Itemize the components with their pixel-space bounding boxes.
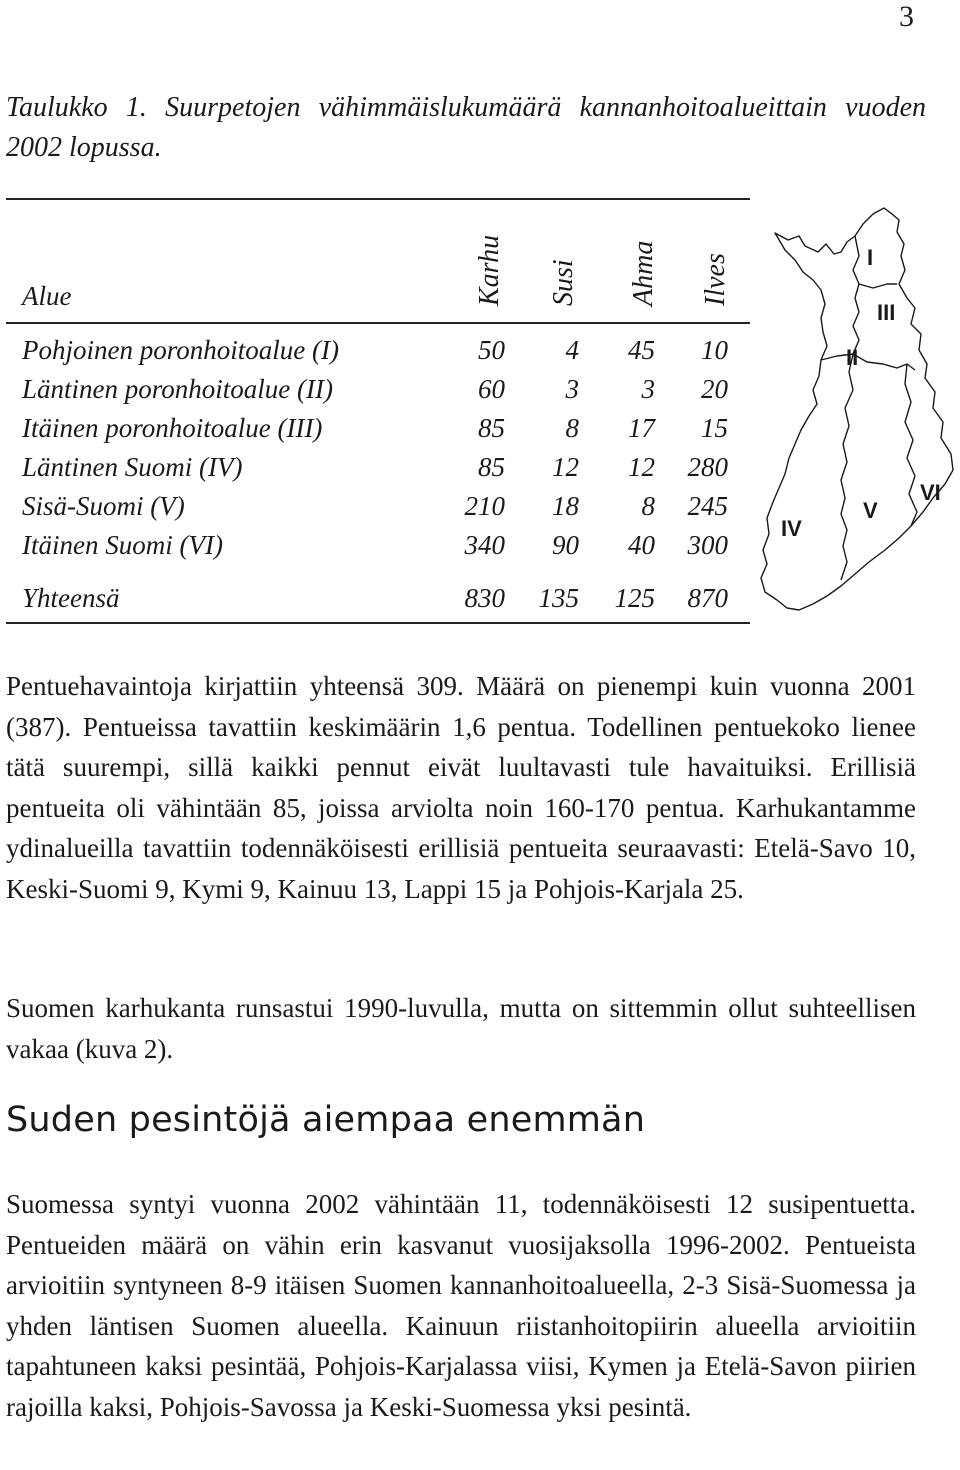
column-header-susi: Susi <box>548 259 579 306</box>
table-row-area: Sisä-Suomi (V) <box>22 491 185 521</box>
table-cell-value: 85 <box>478 452 505 482</box>
map-label-i: I <box>867 245 874 270</box>
border-north-south <box>821 354 915 370</box>
column-header-ahma: Ahma <box>628 240 659 306</box>
map-label-iv: IV <box>781 516 802 541</box>
table-cell-value: 15 <box>701 413 728 443</box>
map-label-vi: VI <box>920 480 941 505</box>
area-column-header: Alue <box>22 281 72 311</box>
paragraph-litters: Pentuehavaintoja kirjattiin yhteensä 309. Määrä on pienempi kuin vuonna 2001 (387). Pentueissa tavattiin keskimäärin 1,6 pentua. Todellinen pentuekoko lienee tätä suurempi, sillä kaikki pennut eivät luultavasti tule havaituiksi. Erillisiä pentueita oli vähintään 85, joissa arviolta noin 160-170 pentua. Karhukantamme ydinalueilla tavattiin todennäköisesti erillisiä pentueita seuraavasti: Etelä-Savo 10, Keski-Suomi 9, Kymi 9, Kainuu 13, Lappi 15 ja Pohjois-Karjala 25. <box>6 671 916 904</box>
border-i-iii <box>859 284 897 288</box>
map-label-iii: III <box>877 300 896 325</box>
table-cell-value: 10 <box>701 335 728 365</box>
finland-region-map <box>755 200 960 620</box>
table-cell-value: 8 <box>641 491 655 521</box>
table-cell-value: 12 <box>628 452 655 482</box>
map-label-v: V <box>863 498 878 523</box>
table-row-area: Itäinen Suomi (VI) <box>22 530 223 560</box>
table-cell-value: 4 <box>565 335 579 365</box>
table-cell-value: 20 <box>701 374 728 404</box>
table-cell-value: 60 <box>478 374 505 404</box>
paragraph-wolf-breeding: Suomessa syntyi vuonna 2002 vähintään 11, todennäköisesti 12 susipentuetta. Pentueiden määrä on vähin erin kasvanut vuosijaksolla 1996-2002. Pentueista arvioitiin syntyneen 8-9 itäisen Suomen kannanhoitoalueella, 2-3 Sisä-Suomessa ja yhden läntisen Suomen alueella. Kainuun riistanhoitopiirin alueella arvioitiin tapahtuneen kaksi pesintää, Pohjois-Karjalassa viisi, Kymen ja Etelä-Savon piirien rajoilla kaksi, Pohjois-Savossa ja Keski-Suomessa yksi pesintä. <box>6 1189 916 1422</box>
table-cell-value: 18 <box>552 491 579 521</box>
border-v-vi <box>905 364 917 526</box>
section-heading: Suden pesintöjä aiempaa enemmän <box>6 1100 646 1140</box>
map-label-ii: II <box>846 345 859 370</box>
table-row-area: Läntinen Suomi (IV) <box>22 452 243 482</box>
table-cell-value: 17 <box>628 413 655 443</box>
table-bottom-rule <box>6 622 750 624</box>
total-row-label: Yhteensä <box>22 583 120 613</box>
column-header-karhu: Karhu <box>474 234 505 306</box>
table-row-area: Läntinen poronhoitoalue (II) <box>22 374 333 404</box>
table-top-rule <box>6 198 750 200</box>
table-cell-value: 85 <box>478 413 505 443</box>
table-cell-value: 90 <box>552 530 579 560</box>
table-cell-value: 50 <box>478 335 505 365</box>
table-caption: Taulukko 1. Suurpetojen vähimmäislukumäärä kannanhoitoalueittain vuoden 2002 lopussa. <box>6 92 926 163</box>
table-cell-value: 40 <box>628 530 655 560</box>
table-cell-value: 8 <box>565 413 579 443</box>
table-row-area: Pohjoinen poronhoitoalue (I) <box>22 335 339 365</box>
table-cell-value: 3 <box>641 374 655 404</box>
table-cell-value: 12 <box>552 452 579 482</box>
total-row-value: 830 <box>464 583 505 613</box>
table-header-rule <box>6 322 750 324</box>
table-cell-value: 245 <box>687 491 728 521</box>
table-cell-value: 340 <box>464 530 505 560</box>
border-ii-iii <box>853 236 859 354</box>
table-row-area: Itäinen poronhoitoalue (III) <box>22 413 323 443</box>
paragraph-bear-population: Suomen karhukanta runsastui 1990-luvulla, mutta on sittemmin ollut suhteellisen vakaa (kuva 2). <box>6 993 916 1064</box>
total-row-value: 870 <box>687 583 728 613</box>
table-cell-value: 210 <box>464 491 505 521</box>
page-number: 3 <box>899 0 914 33</box>
table-cell-value: 280 <box>687 452 728 482</box>
table-cell-value: 45 <box>628 335 655 365</box>
column-header-ilves: Ilves <box>700 253 731 306</box>
total-row-value: 125 <box>614 583 655 613</box>
table-cell-value: 300 <box>687 530 728 560</box>
total-row-value: 135 <box>538 583 579 613</box>
table-cell-value: 3 <box>565 374 579 404</box>
finland-outline <box>761 208 953 610</box>
border-iv-v <box>841 354 853 580</box>
